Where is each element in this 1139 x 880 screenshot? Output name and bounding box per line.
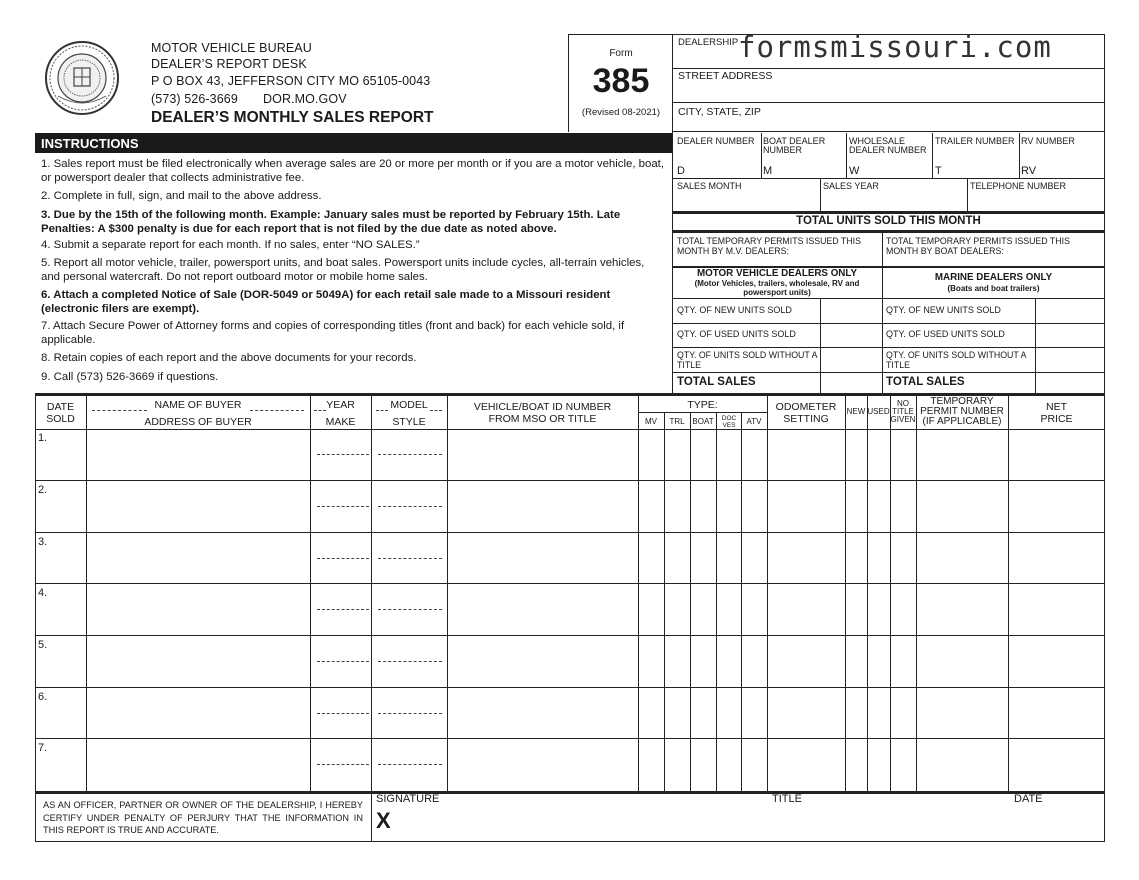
temp-permits-boat-label: TOTAL TEMPORARY PERMITS ISSUED THIS MONTH BY BOAT DEALERS: (886, 236, 1070, 256)
desk-name: DEALER’S REPORT DESK (151, 57, 307, 71)
qty-used-marine-field[interactable] (1037, 325, 1103, 346)
col-vin-line2: FROM MSO OR TITLE (488, 413, 597, 425)
row-number: 2. (38, 484, 48, 496)
sales-year-field[interactable] (823, 193, 965, 210)
col-vin (447, 401, 638, 425)
row-number: 7. (38, 742, 48, 754)
date-field[interactable] (1012, 806, 1102, 840)
qty-used-marine-label: QTY. OF USED UNITS SOLD (886, 329, 1005, 339)
dealership-field[interactable] (676, 49, 1100, 66)
col-type-doc-ves: DOC VES (721, 415, 737, 429)
rv-number-label: RV NUMBER (1021, 136, 1075, 146)
marine-dealers-only-heading: MARINE DEALERS ONLY (934, 272, 1053, 283)
col-type-trl: TRL (669, 417, 685, 426)
form-number-box (568, 34, 672, 132)
col-sold-label: SOLD (46, 413, 75, 425)
state-seal-logo (44, 40, 120, 116)
col-net-line2: PRICE (1040, 413, 1073, 425)
qty-used-mv-field[interactable] (822, 325, 880, 346)
mv-dealers-only-sub: (Motor Vehicles, trailers, wholesale, RV and powersport units) (694, 279, 860, 297)
instructions-heading: INSTRUCTIONS (41, 136, 139, 151)
col-net-line1: NET (1046, 401, 1067, 413)
col-type-boat: BOAT (692, 417, 714, 426)
city-state-zip-label: CITY, STATE, ZIP (678, 106, 761, 118)
col-temp-permit-line1: TEMPORARY (930, 396, 994, 407)
row-number: 3. (38, 536, 48, 548)
website: DOR.MO.GOV (263, 92, 347, 106)
col-odometer-line2: SETTING (783, 413, 829, 425)
wholesale-dealer-number-label: WHOLESALE DEALER NUMBER (849, 136, 927, 155)
street-address-field[interactable] (676, 84, 1100, 100)
qty-new-marine-field[interactable] (1037, 300, 1103, 321)
dealer-number-label: DEALER NUMBER (677, 136, 755, 146)
col-vin-line1: VEHICLE/BOAT ID NUMBER (473, 401, 612, 413)
table-row[interactable] (35, 429, 1105, 481)
sales-month-label: SALES MONTH (677, 181, 742, 191)
qty-new-mv-field[interactable] (822, 300, 880, 321)
col-net-price (1008, 401, 1105, 425)
instruction-item: 4. Submit a separate report for each month. If no sales, enter “NO SALES.” (41, 239, 420, 252)
dealership-label: DEALERSHIP (678, 37, 739, 48)
table-row[interactable] (35, 584, 1105, 636)
boat-dealer-number-field[interactable]: M (763, 165, 773, 177)
col-year: YEAR (326, 399, 355, 411)
col-no-title-line2: TITLE (892, 407, 914, 416)
mailing-address: P O BOX 43, JEFFERSON CITY MO 65105-0043 (151, 74, 431, 88)
table-row[interactable] (35, 688, 1105, 739)
phone: (573) 526-3669 (151, 92, 238, 106)
table-row[interactable] (35, 739, 1105, 791)
col-date-sold (35, 401, 86, 425)
total-sales-marine-label: TOTAL SALES (886, 376, 965, 388)
qty-no-title-mv-label: QTY. OF UNITS SOLD WITHOUT A TITLE (677, 350, 817, 370)
table-row[interactable] (35, 636, 1105, 688)
col-odometer-line1: ODOMETER (775, 401, 837, 413)
boat-dealer-number-label: BOAT DEALER NUMBER (763, 136, 826, 155)
form-label: Form (609, 48, 633, 59)
col-type-atv: ATV (746, 417, 762, 426)
revised-date: (Revised 08-2021) (581, 107, 661, 118)
total-sales-marine-field[interactable] (1037, 374, 1103, 393)
qty-no-title-marine-field[interactable] (1037, 349, 1103, 370)
col-date-label: DATE (46, 401, 75, 413)
col-model: MODEL (390, 399, 428, 411)
instruction-item: 5. Report all motor vehicle, trailer, powersport units, and boat sales. Powersport units include cycles, all-terrain vehicles, and personal watercraft. Do not report outboard motor or mobile home sales. (41, 257, 645, 284)
col-style: STYLE (392, 416, 426, 428)
marine-dealers-only-sub: (Boats and boat trailers) (947, 284, 1040, 293)
sales-month-field[interactable] (676, 193, 818, 210)
form-title: DEALER’S MONTHLY SALES REPORT (151, 109, 434, 126)
row-number: 1. (38, 432, 48, 444)
sales-year-label: SALES YEAR (823, 181, 879, 191)
row-number: 4. (38, 587, 48, 599)
row-number: 6. (38, 691, 48, 703)
qty-new-marine-label: QTY. OF NEW UNITS SOLD (886, 305, 1001, 315)
instructions-header (35, 133, 672, 153)
total-units-heading: TOTAL UNITS SOLD THIS MONTH (796, 215, 981, 227)
qty-new-mv-label: QTY. OF NEW UNITS SOLD (677, 305, 792, 315)
col-temp-permit (916, 397, 1008, 427)
form-number: 385 (592, 62, 650, 100)
instruction-item: 2. Complete in full, sign, and mail to the above address. (41, 190, 322, 203)
rv-number-field[interactable]: RV (1021, 165, 1037, 177)
col-no-title-given (890, 400, 916, 424)
instruction-item: 9. Call (573) 526-3669 if questions. (41, 370, 219, 383)
certification-text: AS AN OFFICER, PARTNER OR OWNER OF THE DEALERSHIP, I HEREBY CERTIFY UNDER PENALTY OF PERJURY THAT THE INFORMATION IN THIS REPORT IS TRUE AND ACCURATE. (43, 800, 363, 835)
total-sales-mv-label: TOTAL SALES (677, 376, 756, 388)
col-address-of-buyer: ADDRESS OF BUYER (144, 416, 252, 428)
signature-label: SIGNATURE (376, 793, 440, 805)
instruction-item: 3. Due by the 15th of the following month. Example: January sales must be reported by February 15th. Late Penalties: A $300 penalty is due for each report that is not filed by the due date as noted above. (41, 208, 621, 235)
wholesale-dealer-number-field[interactable]: W (849, 165, 860, 177)
street-address-label: STREET ADDRESS (678, 70, 773, 82)
row-number: 5. (38, 639, 48, 651)
qty-no-title-mv-field[interactable] (822, 349, 880, 370)
instructions-list (41, 157, 665, 384)
col-type: TYPE: (687, 399, 718, 411)
agency-name: MOTOR VEHICLE BUREAU (151, 41, 312, 55)
telephone-number-field[interactable] (970, 193, 1102, 210)
col-type-mv: MV (645, 417, 657, 426)
instruction-item: 1. Sales report must be filed electronically when average sales are 20 or more per month or if you are a motor vehicle, boat, or powersport dealer that collects administrative fee. (41, 158, 665, 185)
col-new: NEW (846, 407, 866, 416)
col-used: USED (867, 407, 890, 416)
mv-dealers-only-heading: MOTOR VEHICLE DEALERS ONLY (696, 268, 858, 279)
instruction-item: 8. Retain copies of each report and the above documents for your records. (41, 352, 417, 365)
signature-x-mark: X (376, 808, 391, 833)
table-row[interactable] (35, 481, 1105, 533)
telephone-number-label: TELEPHONE NUMBER (970, 181, 1067, 191)
col-odometer (767, 401, 845, 425)
watermark: formsmissouri.com (738, 30, 1052, 64)
total-sales-mv-field[interactable] (822, 374, 880, 393)
temp-permits-mv-label: TOTAL TEMPORARY PERMITS ISSUED THIS MONTH BY M.V. DEALERS: (677, 236, 861, 256)
dealer-number-field[interactable]: D (677, 165, 685, 177)
col-temp-permit-line2: PERMIT NUMBER (920, 406, 1004, 417)
city-state-zip-field[interactable] (676, 118, 1100, 131)
col-make: MAKE (325, 416, 356, 428)
table-row[interactable] (35, 533, 1105, 584)
title-label: TITLE (772, 793, 802, 805)
signature-field[interactable] (395, 806, 765, 840)
title-field[interactable] (770, 806, 1005, 840)
trailer-number-label: TRAILER NUMBER (935, 136, 1015, 146)
date-label: DATE (1014, 793, 1043, 805)
instruction-item: 6. Attach a completed Notice of Sale (DOR-5049 or 5049A) for each retail sale made to a Missouri resident (electronic filers are exempt). (41, 288, 611, 315)
col-name-of-buyer: NAME OF BUYER (154, 399, 242, 411)
col-temp-permit-line3: (IF APPLICABLE) (922, 416, 1002, 427)
instruction-item: 7. Attach Secure Power of Attorney forms and copies of corresponding titles (front and back) for each vehicle sold, if applicable. (41, 320, 625, 347)
col-no-title-line1: NO (897, 399, 909, 408)
col-no-title-line3: GIVEN (890, 415, 916, 424)
qty-used-mv-label: QTY. OF USED UNITS SOLD (677, 329, 796, 339)
trailer-number-field[interactable]: T (935, 165, 942, 177)
qty-no-title-marine-label: QTY. OF UNITS SOLD WITHOUT A TITLE (886, 350, 1026, 370)
